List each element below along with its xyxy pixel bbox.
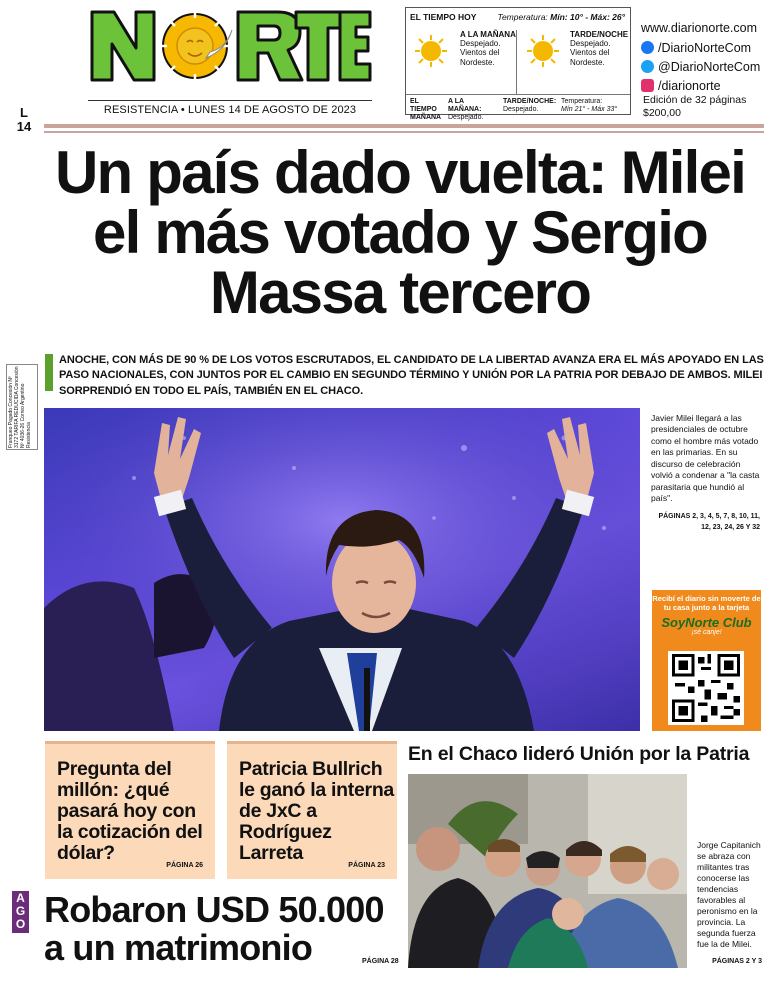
bullrich-story-box[interactable] — [227, 741, 397, 879]
promo-brand: SoyNorte Club — [661, 614, 752, 630]
main-photo-caption: Javier Milei llegará a las presidenciales de octubre como el hombre más votado en las primarias. En su discurso de celebración volvió a condenar a "la casta parasitaria que hundió al país". — [651, 413, 760, 504]
chaco-story-pages: PÁGINAS 2 Y 3 — [712, 958, 762, 965]
bullrich-story-page: PÁGINA 23 — [348, 862, 385, 869]
edition-info — [643, 94, 746, 120]
divider-rule — [44, 131, 764, 133]
postal-legal-notice: Franqueo Pagado Concesión Nº 3172 TARIFA REDUCIDA Concesión Nº 4036-26 Correo Argentino Resistencia — [6, 364, 38, 450]
main-story-pages[interactable]: PÁGINAS 2, 3, 4, 5, 7, 8, 10, 11, 12, 23, 24, 26 Y 32 — [658, 513, 760, 531]
facebook-icon — [641, 41, 654, 54]
twitter-link[interactable]: @DiarioNorteCom — [641, 57, 776, 76]
sun-icon — [414, 34, 448, 68]
masthead-rule — [88, 100, 372, 101]
weather-night: TARDE/NOCHE Despejado. Vientos del Nordeste. — [570, 30, 629, 67]
lead-accent-bar — [45, 354, 53, 391]
main-photo-milei[interactable] — [44, 408, 640, 731]
section-tag-ago: AGO — [12, 891, 29, 933]
robbery-story-page: PÁGINA 28 — [362, 958, 399, 965]
twitter-icon — [641, 60, 654, 73]
dolar-story-box[interactable] — [45, 741, 215, 879]
sun-logo-icon — [157, 8, 233, 84]
social-links — [641, 21, 776, 95]
sun-icon — [526, 34, 560, 68]
newspaper-logo — [88, 6, 372, 86]
capitanich-crowd-image — [408, 774, 687, 968]
edition-price: $200,00 — [643, 107, 681, 120]
main-headline[interactable]: Un país dado vuelta: Milei el más votado y Sergio Massa tercero — [55, 139, 745, 326]
norte-logo-graphic — [88, 6, 372, 86]
edition-pages: Edición de 32 páginas — [643, 94, 747, 106]
qr-code-icon[interactable] — [668, 651, 744, 725]
weather-tomorrow-label: EL TIEMPO MAÑANA — [410, 98, 442, 122]
website-link[interactable]: www.diarionorte.com — [641, 21, 758, 35]
robbery-story-title[interactable]: Robaron USD 50.000 a un matrimonio — [44, 889, 384, 968]
promo-text: Recibí el diario sin moverte de tu casa junto a la tarjeta — [652, 594, 761, 613]
instagram-link[interactable]: /diarionorte — [641, 76, 776, 95]
weather-morning: A LA MAÑANA Despejado. Vientos del Nordeste. — [460, 30, 516, 67]
date-line: RESISTENCIA • LUNES 14 DE AGOSTO DE 2023 — [103, 104, 357, 116]
soynorte-club-promo[interactable] — [652, 590, 761, 731]
chaco-story-title[interactable]: En el Chaco lideró Unión por la Patria — [408, 743, 750, 765]
weather-tomorrow-night: TARDE/NOCHE: Despejado. — [503, 98, 557, 114]
dolar-story-title[interactable]: Pregunta del millón: ¿qué pasará hoy con la cotización del dólar? — [57, 758, 203, 865]
milei-celebration-image — [44, 408, 640, 731]
weather-tomorrow-temp: Temperatura: Mín 21° - Máx 33° — [561, 98, 618, 114]
promo-tagline: ¡sé canje! — [691, 628, 722, 636]
weather-tomorrow-morning: A LA MAÑANA: Despejado. — [448, 98, 484, 122]
weather-box — [405, 7, 631, 122]
lead-paragraph: ANOCHE, CON MÁS DE 90 % DE LOS VOTOS ESCRUTADOS, EL CANDIDATO DE LA LIBERTAD AVANZA ERA EL MÁS APOYADO EN LAS PASO NACIONALES, CON JUNTOS POR EL CAMBIO EN SEGUNDO TÉRMINO Y UNIÓN POR LA PATRIA POR DEBAJO DE AMBOS. MILEI SORPRENDIÓ EN TODO EL PAÍS, TAMBIÉN EN EL CHACO. — [59, 354, 764, 397]
divider-rule — [44, 124, 764, 128]
dolar-story-page: PÁGINA 26 — [166, 862, 203, 869]
weather-heading: EL TIEMPO HOY — [410, 12, 477, 22]
bullrich-story-title[interactable]: Patricia Bullrich le ganó la interna de JxC a Rodríguez Larreta — [239, 758, 394, 865]
chaco-photo-caption: Jorge Capitanich se abraza con militantes tras conocerse las tendencias favorables al peronismo en la provincia. La segunda fuerza fue la de Milei. — [697, 840, 761, 950]
page-section-code: L 14 — [16, 105, 32, 134]
facebook-link[interactable]: /DiarioNorteCom — [641, 38, 776, 57]
instagram-icon — [641, 79, 654, 92]
weather-temperature: Temperatura: Mín: 10° - Máx: 26° — [497, 12, 625, 22]
chaco-photo-capitanich[interactable] — [408, 774, 687, 968]
